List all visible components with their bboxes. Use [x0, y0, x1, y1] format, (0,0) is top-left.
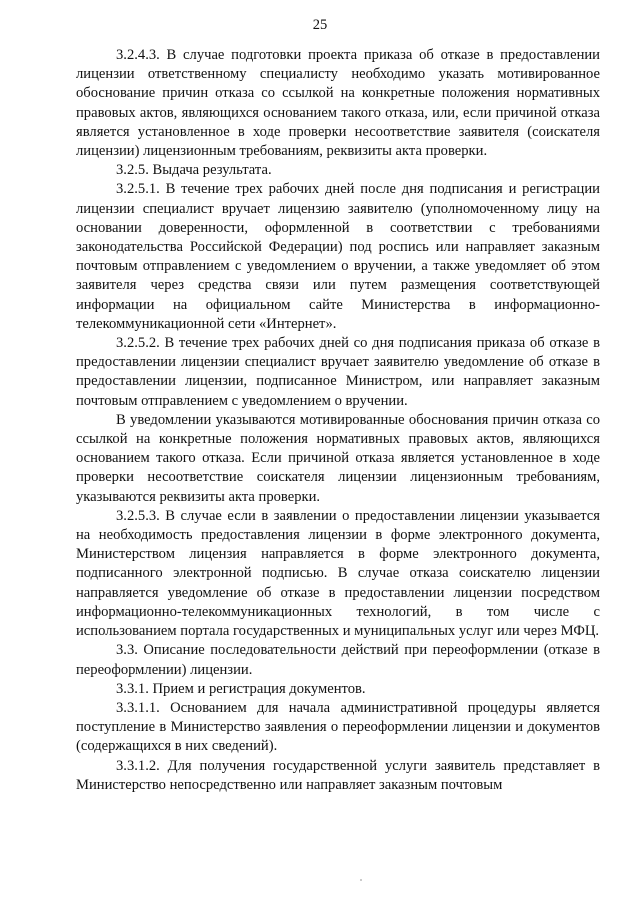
paragraph-3-3-1-2: 3.3.1.2. Для получения государственной услуги заявитель представляет в Министерство непосредственно или направляет заказным почтовым — [76, 757, 600, 793]
paragraph-3-2-5-1: 3.2.5.1. В течение трех рабочих дней после дня подписания и регистрации лицензии специалист вручает лицензию заявителю (уполномоченному лицу на основании доверенности, оформленной в соответствии с требованиями законодательства Российской Федерации) под роспись или направляет заказным почтовым отправлением с уведомлением о вручении, а также уведомляет об этом заявителя через средства связи или путем размещения соответствующей информации на официальном сайте Министерства в информационно-телекоммуникационной сети «Интернет». — [76, 181, 600, 332]
scan-speck — [360, 879, 362, 881]
page-number: 25 — [312, 17, 328, 33]
paragraph-3-2-4-3: 3.2.4.3. В случае подготовки проекта приказа об отказе в предоставлении лицензии ответственному специалисту необходимо указать мотивированное обоснование причин отказа со ссылкой на конкретные положения нормативных правовых актов, являющихся основанием такого отказа, или, если причиной отказа является установленное в ходе проверки несоответствие заявителя (соискателя лицензии) лицензионным требованиям, реквизиты акта проверки. — [76, 47, 600, 160]
paragraph-3-3-1-1: 3.3.1.1. Основанием для начала административной процедуры является поступление в Министерство заявления о переоформлении лицензии и документов (содержащихся в них сведений). — [76, 699, 600, 755]
paragraph-3-2-5: 3.2.5. Выдача результата. — [116, 162, 272, 179]
paragraph-3-3: 3.3. Описание последовательности действий при переоформлении (отказе в переоформлении) лицензии. — [76, 642, 600, 678]
document-body — [76, 46, 600, 795]
paragraph-3-2-5-3: 3.2.5.3. В случае если в заявлении о предоставлении лицензии указывается на необходимость предоставления лицензии в форме электронного документа, Министерством лицензия направляется в форме электронного документа, подписанного электронной подписью. В случае отказа соискателю лицензии направляется уведомление об отказе в предоставлении лицензии посредством информационно-телекоммуникационных технологий, в том числе с использованием портала государственных и муниципальных услуг или через МФЦ. — [76, 507, 600, 640]
paragraph-3-2-5-2: 3.2.5.2. В течение трех рабочих дней со дня подписания приказа об отказе в предоставлении лицензии специалист вручает заявителю уведомление об отказе в предоставлении лицензии, подписанное Министром, или направляет заказным почтовым отправлением с уведомлением о вручении. — [76, 335, 600, 409]
paragraph-3-3-1: 3.3.1. Прием и регистрация документов. — [116, 680, 366, 697]
paragraph-notice-details: В уведомлении указываются мотивированные обоснования причин отказа со ссылкой на конкретные положения нормативных правовых актов, являющихся основанием такого отказа. Если причиной отказа является установленное в ходе проверки несоответствие соискателя лицензии лицензионным требованиям, указываются реквизиты акта проверки. — [76, 411, 600, 505]
